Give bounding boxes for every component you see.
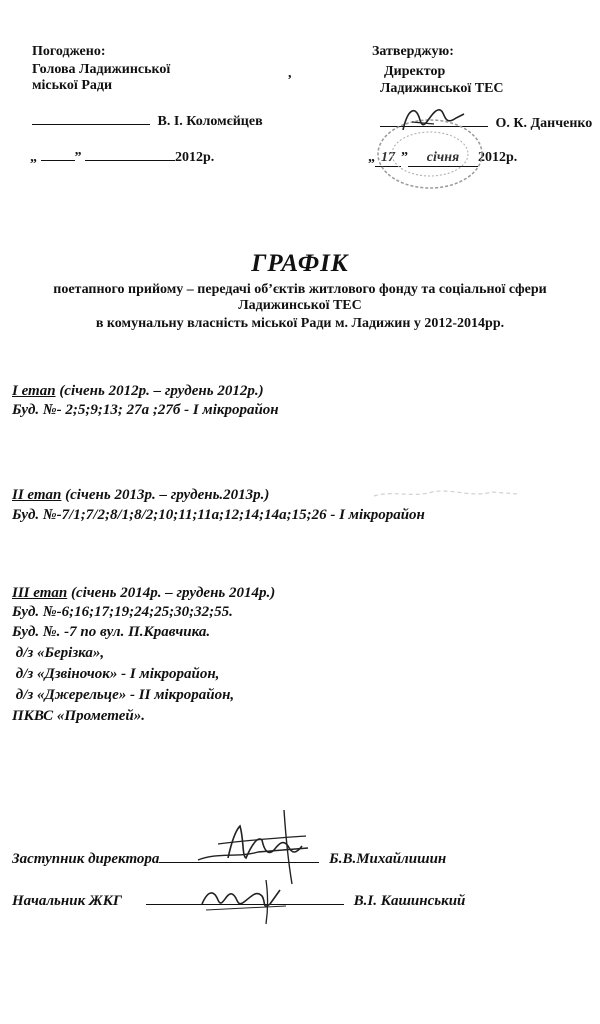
stage-1-heading: І етап (січень 2012р. – грудень 2012р.): [12, 383, 264, 399]
approval-left-date: „ ” 2012р.: [30, 150, 215, 165]
approval-left-label: Погоджено:: [32, 44, 106, 59]
approval-right-label: Затверджую:: [372, 44, 454, 59]
approval-right-position: Директор: [384, 64, 446, 79]
stage-3-line: ПКВС «Прометей».: [12, 708, 145, 724]
stage-2-line: Буд. №-7/1;7/2;8/1;8/2;10;11;11а;12;14;14а;15;26 - І мікрорайон: [12, 507, 425, 523]
stage-1-line: Буд. №- 2;5;9;13; 27а ;27б - І мікрорайон: [12, 402, 279, 418]
stage-3-line: д/з «Джерельце» - ІІ мікрорайон,: [12, 687, 235, 703]
approval-left-position-2: міської Ради: [32, 78, 113, 93]
stage-3-line: д/з «Берізка»,: [12, 645, 105, 661]
stage-3-line: Буд. №-6;16;17;19;24;25;30;32;55.: [12, 604, 233, 620]
approval-left-name: В. І. Коломєйцев: [157, 114, 263, 129]
approval-left-position: Голова Ладижинської: [32, 62, 171, 77]
approval-left-signature-line: [32, 114, 263, 130]
signature-role: Заступник директора: [12, 851, 160, 867]
title-line-3: в комунальну власність міської Ради м. Ладижин у 2012-2014рр.: [95, 316, 505, 331]
stray-mark: ,: [288, 66, 292, 81]
approval-right-position-2: Ладижинської ТЕС: [380, 81, 504, 96]
approval-right-name: О. К. Данченко: [495, 116, 593, 131]
approval-right-date: „ 17 ” січня 2012р.: [368, 150, 518, 165]
signature-name: Б.В.Михайлишин: [329, 851, 447, 867]
stage-3-heading: ІІІ етап (січень 2014р. – грудень 2014р.): [12, 585, 276, 601]
title-line-1: поетапного прийому – передачі об’єктів житлового фонду та соціальної сфери: [53, 282, 547, 297]
document-title: ГРАФІК: [251, 250, 349, 277]
signature-name: В.І. Кашинський: [353, 893, 466, 909]
head-signature: [196, 870, 306, 930]
stage-3-line: д/з «Дзвіночок» - І мікрорайон,: [12, 666, 220, 682]
director-signature: [398, 100, 468, 140]
stage-3-line: Буд. №. -7 по вул. П.Кравчика.: [12, 624, 211, 640]
signature-role: Начальник ЖКГ: [12, 893, 122, 909]
title-line-2: Ладижинської ТЕС: [238, 298, 362, 313]
faint-handwritten-note: [372, 486, 522, 502]
stage-2-heading: ІІ етап (січень 2013р. – грудень.2013р.): [12, 487, 270, 503]
